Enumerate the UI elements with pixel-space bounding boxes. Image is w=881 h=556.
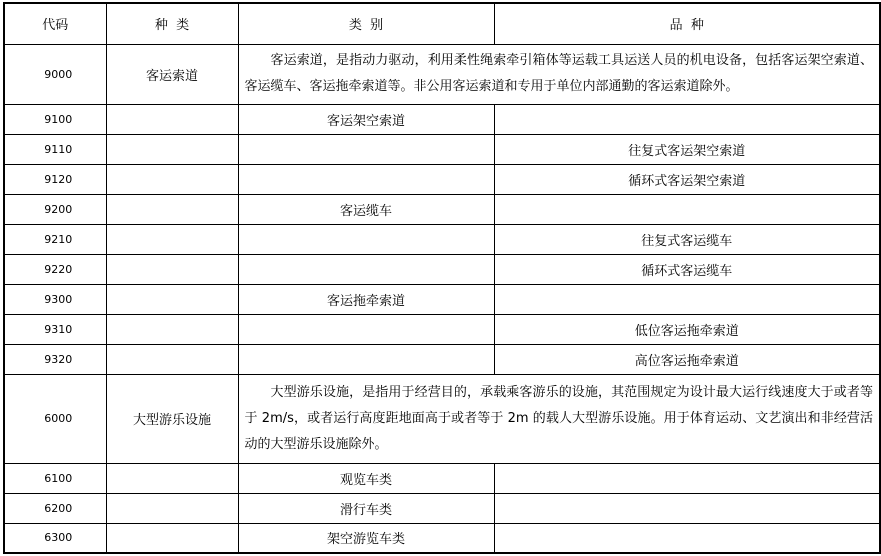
- row-kind: [106, 194, 238, 224]
- table-row: [4, 134, 880, 164]
- table-row: [4, 344, 880, 374]
- header-row: [4, 3, 880, 44]
- row-variety: [494, 463, 880, 493]
- table-row: [4, 284, 880, 314]
- row-description: 大型游乐设施，是指用于经营目的，承载乘客游乐的设施，其范围规定为设计最大运行线速度大于或者等于 2m/s，或者运行高度距地面高于或者等于 2m 的载人大型游乐设施。用于体育运动、文艺演出和非经营活动的大型游乐设施除外。: [238, 374, 880, 463]
- header-code: 代码: [4, 3, 106, 44]
- header-category: 类 别: [238, 3, 494, 44]
- row-kind: [106, 104, 238, 134]
- row-category: [238, 314, 494, 344]
- row-code: 6200: [4, 493, 106, 523]
- row-kind: [106, 493, 238, 523]
- row-variety: [494, 523, 880, 553]
- row-code: 9200: [4, 194, 106, 224]
- header-kind: 种 类: [106, 3, 238, 44]
- table-row: [4, 164, 880, 194]
- row-variety: [494, 284, 880, 314]
- row-variety: [494, 493, 880, 523]
- equipment-classification-table: [3, 2, 881, 554]
- row-code: 9320: [4, 344, 106, 374]
- table-row: [4, 523, 880, 553]
- row-variety: 循环式客运架空索道: [494, 164, 880, 194]
- row-code: 9110: [4, 134, 106, 164]
- table-row: [4, 104, 880, 134]
- row-kind: [106, 284, 238, 314]
- header-variety: 品 种: [494, 3, 880, 44]
- row-code: 9220: [4, 254, 106, 284]
- row-category: 客运拖牵索道: [238, 284, 494, 314]
- row-variety: [494, 104, 880, 134]
- row-kind: 大型游乐设施: [106, 374, 238, 463]
- row-kind: [106, 314, 238, 344]
- row-kind: [106, 523, 238, 553]
- table-row: [4, 314, 880, 344]
- row-code: 6300: [4, 523, 106, 553]
- row-category: [238, 344, 494, 374]
- table-row: [4, 463, 880, 493]
- row-variety: 低位客运拖牵索道: [494, 314, 880, 344]
- row-code: 9210: [4, 224, 106, 254]
- row-category: 观览车类: [238, 463, 494, 493]
- row-variety: [494, 194, 880, 224]
- row-kind: [106, 463, 238, 493]
- row-description: 客运索道，是指动力驱动，利用柔性绳索牵引箱体等运载工具运送人员的机电设备，包括客运架空索道、客运缆车、客运拖牵索道等。非公用客运索道和专用于单位内部通勤的客运索道除外。: [238, 44, 880, 104]
- row-variety: 高位客运拖牵索道: [494, 344, 880, 374]
- table-row: [4, 493, 880, 523]
- row-category: [238, 134, 494, 164]
- row-category: 滑行车类: [238, 493, 494, 523]
- row-code: 9100: [4, 104, 106, 134]
- row-category: 客运缆车: [238, 194, 494, 224]
- row-kind: 客运索道: [106, 44, 238, 104]
- row-code: 6000: [4, 374, 106, 463]
- row-category: [238, 254, 494, 284]
- table-row: [4, 254, 880, 284]
- row-code: 9120: [4, 164, 106, 194]
- row-code: 9300: [4, 284, 106, 314]
- row-kind: [106, 224, 238, 254]
- row-category: 架空游览车类: [238, 523, 494, 553]
- row-category: 客运架空索道: [238, 104, 494, 134]
- row-code: 9310: [4, 314, 106, 344]
- row-category: [238, 224, 494, 254]
- row-category: [238, 164, 494, 194]
- row-kind: [106, 254, 238, 284]
- table-row: [4, 374, 880, 463]
- row-code: 9000: [4, 44, 106, 104]
- table-row: [4, 224, 880, 254]
- row-variety: 往复式客运缆车: [494, 224, 880, 254]
- row-code: 6100: [4, 463, 106, 493]
- row-variety: 循环式客运缆车: [494, 254, 880, 284]
- table-row: [4, 44, 880, 104]
- row-kind: [106, 134, 238, 164]
- row-variety: 往复式客运架空索道: [494, 134, 880, 164]
- row-kind: [106, 344, 238, 374]
- table-row: [4, 194, 880, 224]
- row-kind: [106, 164, 238, 194]
